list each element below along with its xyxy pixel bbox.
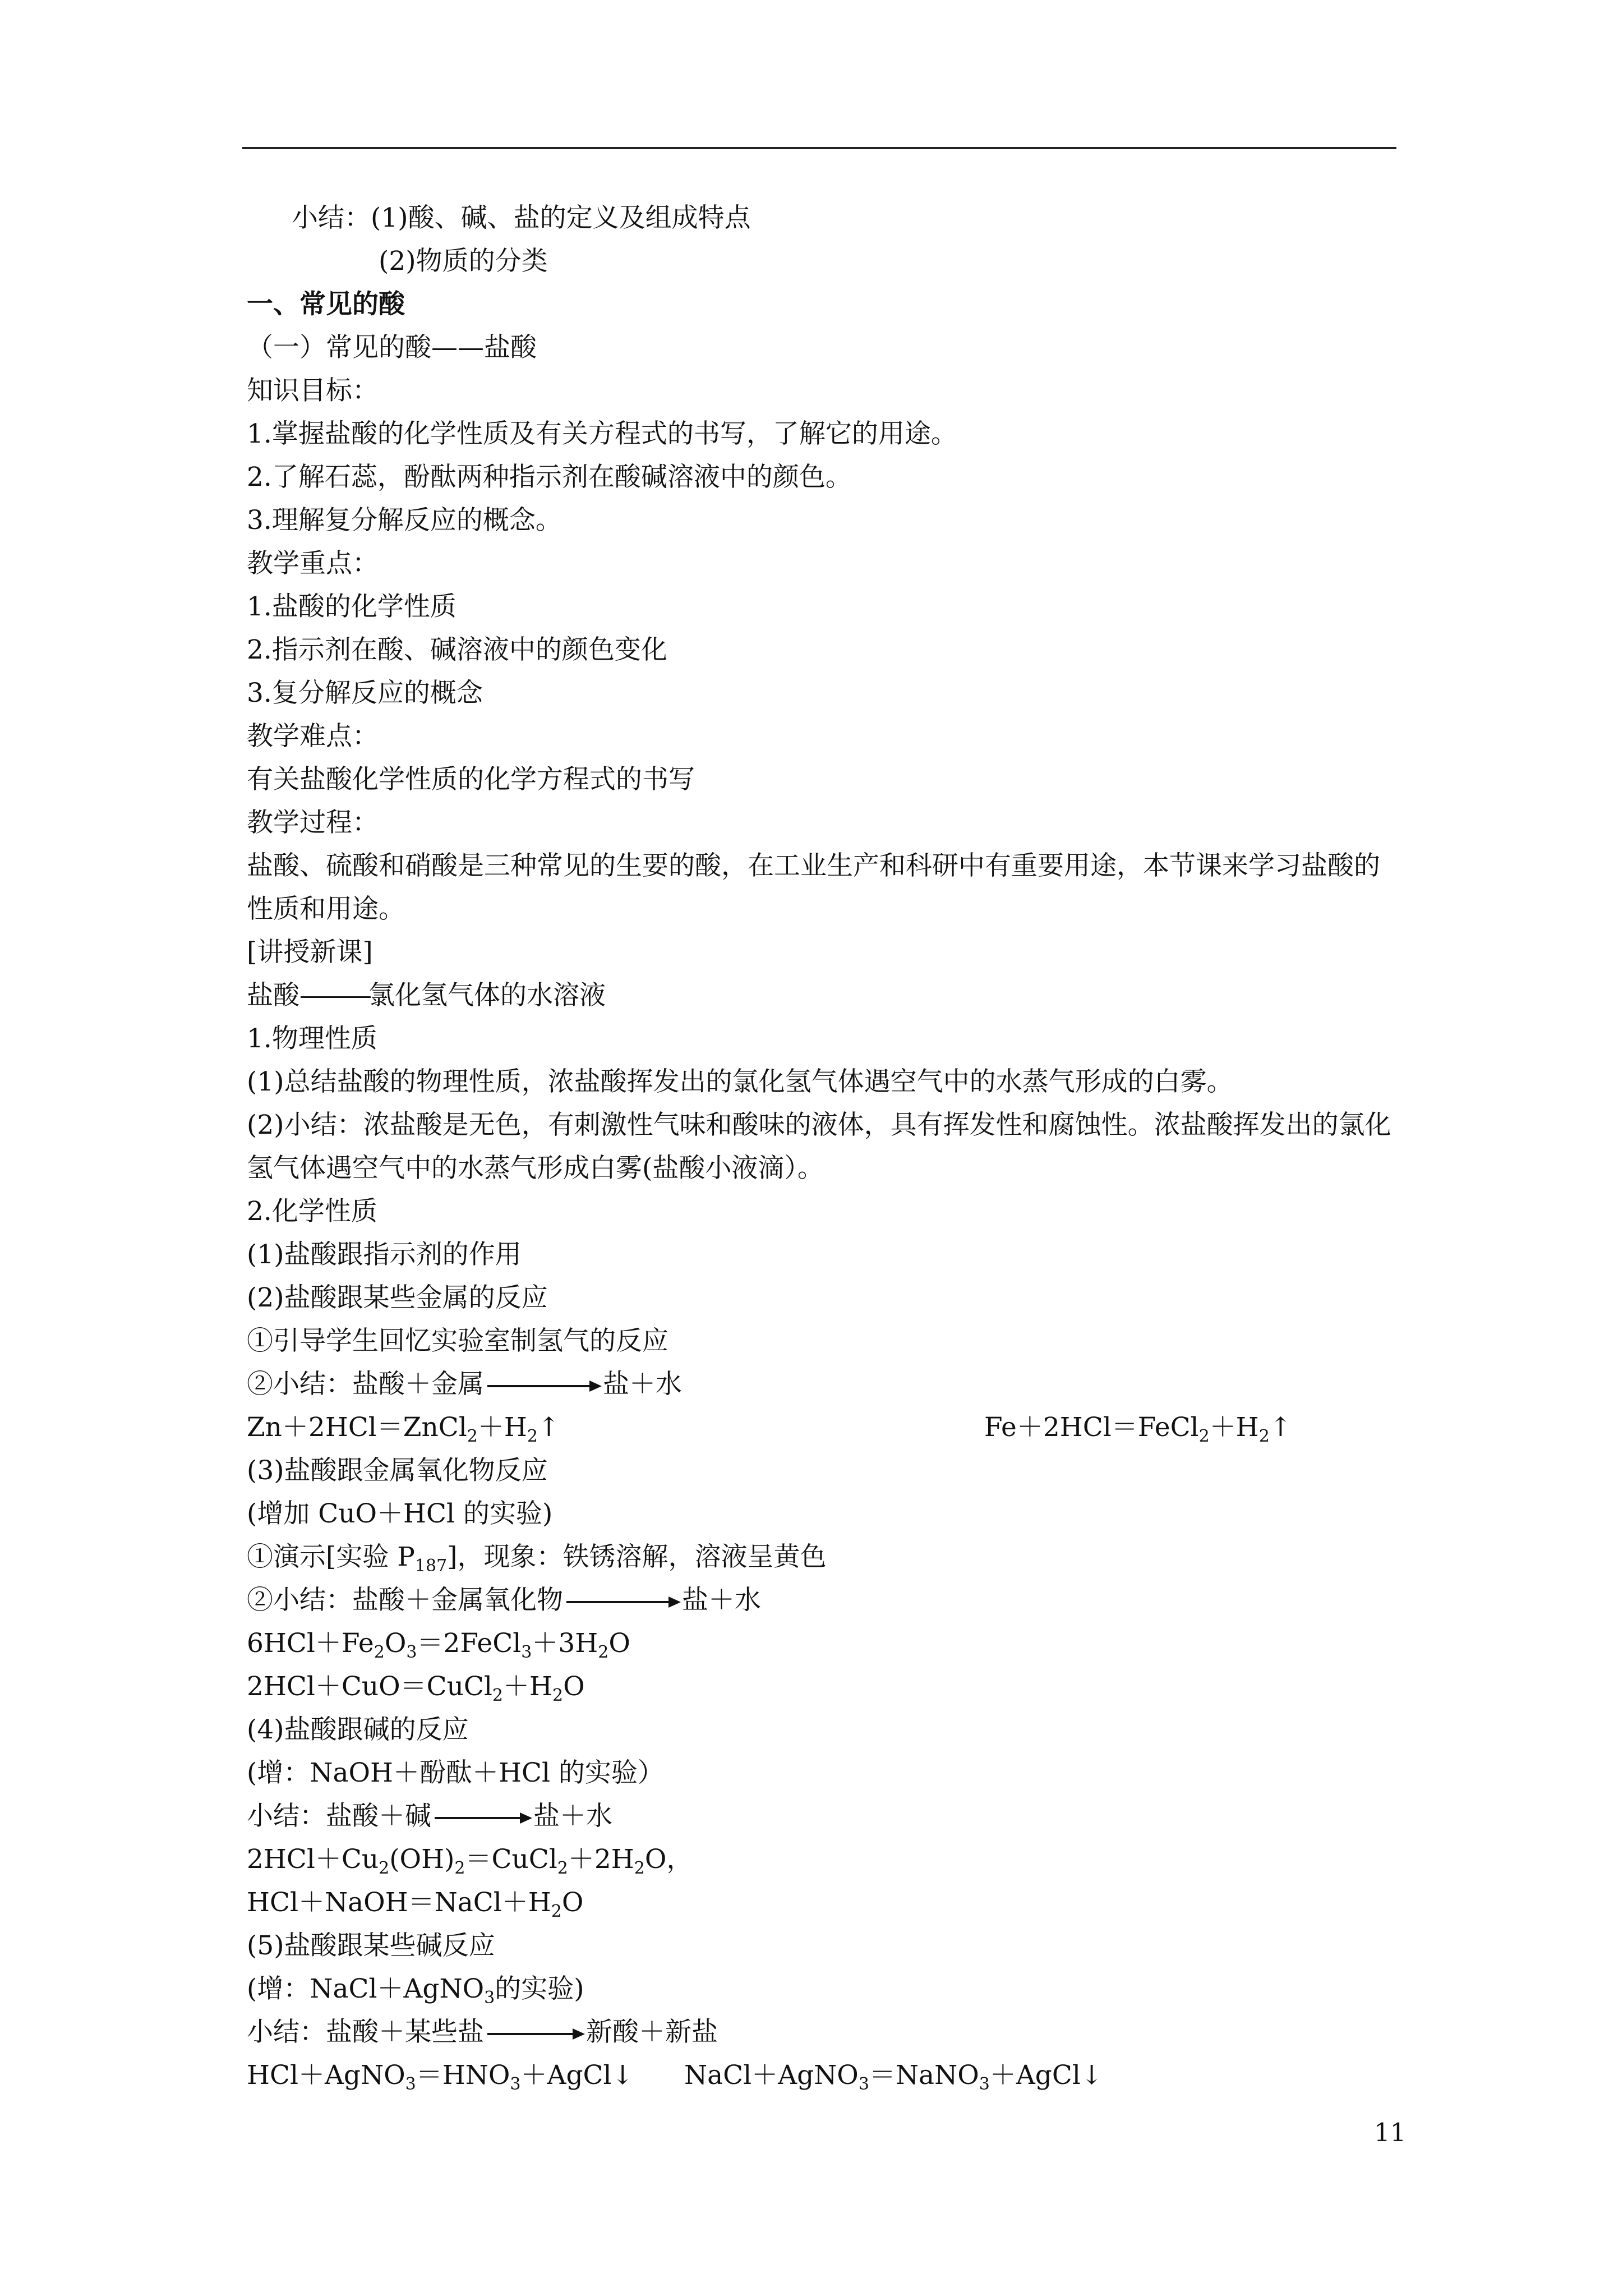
- chem-prop-2: (2)盐酸跟某些金属的反应: [247, 1282, 548, 1313]
- equation-cuo: $2HCl+CuO=CuCl_2+H_2O$: [247, 1671, 585, 1705]
- key-point-3: 3.复分解反应的概念: [247, 678, 483, 708]
- equation-naoh: $HCl+NaOH=NaCl+H_2O$: [247, 1887, 584, 1921]
- new-lesson-tag: [讲授新课]: [247, 937, 373, 968]
- summary-base: [247, 1795, 1402, 1838]
- knowledge-goals-label: 知识目标：: [247, 375, 379, 406]
- key-points-label: 教学重点：: [247, 548, 379, 579]
- add-agno3-experiment: (增：NaCl＋AgNO$_3$的实验): [247, 1973, 584, 2008]
- page-number: 11: [1374, 2118, 1407, 2147]
- summary-salt-rhs: 新酸＋新盐: [586, 2017, 718, 2047]
- arrow-icon: [487, 2033, 583, 2035]
- equation-fe: $Fe+2HCl=FeCl_2+H_2↑$: [984, 1412, 1292, 1446]
- summary-metal-oxide: [247, 1579, 1402, 1622]
- goal-3: 3.理解复分解反应的概念。: [247, 505, 562, 536]
- summary-salt: [247, 2010, 1402, 2054]
- recall-hydrogen: ①引导学生回忆实验室制氢气的反应: [247, 1326, 668, 1356]
- arrow-icon: [435, 1817, 530, 1819]
- document-body: [247, 196, 1402, 2097]
- physical-property-1: (1)总结盐酸的物理性质，浓盐酸挥发出的氯化氢气体遇空气中的水蒸气形成的白雾。: [247, 1066, 1233, 1097]
- goal-1: 1.掌握盐酸的化学性质及有关方程式的书写，了解它的用途。: [247, 418, 957, 449]
- arrow-icon: [566, 1601, 679, 1603]
- summary-metal-rhs: 盐＋水: [603, 1369, 682, 1400]
- dash: ———: [299, 980, 368, 1011]
- summary-base-rhs: 盐＋水: [533, 1801, 612, 1832]
- equation-hcl-agno3: $HCl+AgNO_3=HNO_3+AgCl↓$: [247, 2060, 634, 2094]
- demo-experiment: ①演示[实验 $P_{187}$]，现象：铁锈溶解，溶液呈黄色: [247, 1542, 827, 1576]
- add-cuo-experiment: (增加 CuO＋HCl 的实验): [247, 1498, 553, 1529]
- chemical-properties-heading: 2.化学性质: [247, 1196, 377, 1227]
- chem-prop-3: (3)盐酸跟金属氧化物反应: [247, 1455, 548, 1486]
- arrow-icon: [487, 1385, 600, 1387]
- goal-2: 2.了解石蕊，酚酞两种指示剂在酸碱溶液中的颜色。: [247, 462, 852, 493]
- difficulty-text: 有关盐酸化学性质的化学方程式的书写: [247, 764, 695, 795]
- equation-nacl-agno3: NaCl＋AgNO$_3$＝NaNO$_3$＋AgCl↓: [684, 2060, 1103, 2094]
- summary-base-lhs: 小结：盐酸＋碱: [247, 1801, 431, 1832]
- hcl-term: 盐酸: [247, 980, 299, 1011]
- summary-oxide-rhs: 盐＋水: [682, 1585, 761, 1616]
- section-heading: 一、常见的酸: [247, 289, 405, 320]
- key-point-2: 2.指示剂在酸、碱溶液中的颜色变化: [247, 634, 667, 665]
- summary-metal: [247, 1363, 1402, 1406]
- chem-prop-5: (5)盐酸跟某些碱反应: [247, 1930, 495, 1961]
- summary-metal-lhs: ②小结：盐酸＋金属: [247, 1369, 484, 1400]
- difficulty-label: 教学难点：: [247, 721, 379, 752]
- subsection-heading: （一）常见的酸——盐酸: [247, 332, 537, 363]
- summary-line-1: 小结：(1)酸、碱、盐的定义及组成特点: [292, 203, 751, 233]
- equation-fe2o3: $6HCl+Fe_2O_3=2FeCl_3+3H_2O$: [247, 1628, 630, 1662]
- summary-oxide-lhs: ②小结：盐酸＋金属氧化物: [247, 1585, 563, 1616]
- hcl-definition-text: 氯化氢气体的水溶液: [368, 980, 606, 1011]
- summary-salt-lhs: 小结：盐酸＋某些盐: [247, 2017, 484, 2047]
- hcl-definition: [247, 974, 1402, 1017]
- intro-paragraph: 盐酸、硫酸和硝酸是三种常见的生要的酸，在工业生产和科研中有重要用途，本节课来学习盐酸的性质和用途。: [247, 850, 1380, 924]
- equation-cuoh2: $2HCl+Cu_2(OH)_2=CuCl_2+2H_2O$，: [247, 1844, 693, 1878]
- header-rule: [242, 147, 1396, 149]
- chem-prop-4: (4)盐酸跟碱的反应: [247, 1714, 469, 1745]
- equation-zn: $Zn+2HCl=ZnCl_2+H_2↑$: [247, 1412, 560, 1446]
- process-label: 教学过程：: [247, 807, 379, 838]
- physical-property-2: (2)小结：浓盐酸是无色，有刺激性气味和酸味的液体，具有挥发性和腐蚀性。浓盐酸挥发出的氯化氢气体遇空气中的水蒸气形成白雾(盐酸小液滴）。: [247, 1110, 1391, 1184]
- summary-line-2: (2)物质的分类: [379, 246, 548, 277]
- metal-equations: [247, 1406, 1402, 1449]
- add-naoh-experiment: (增：NaOH＋酚酞＋HCl 的实验）: [247, 1757, 664, 1788]
- salt-equations: [247, 2054, 1402, 2097]
- physical-properties-heading: 1.物理性质: [247, 1023, 377, 1054]
- key-point-1: 1.盐酸的化学性质: [247, 591, 457, 622]
- chem-prop-1: (1)盐酸跟指示剂的作用: [247, 1239, 522, 1270]
